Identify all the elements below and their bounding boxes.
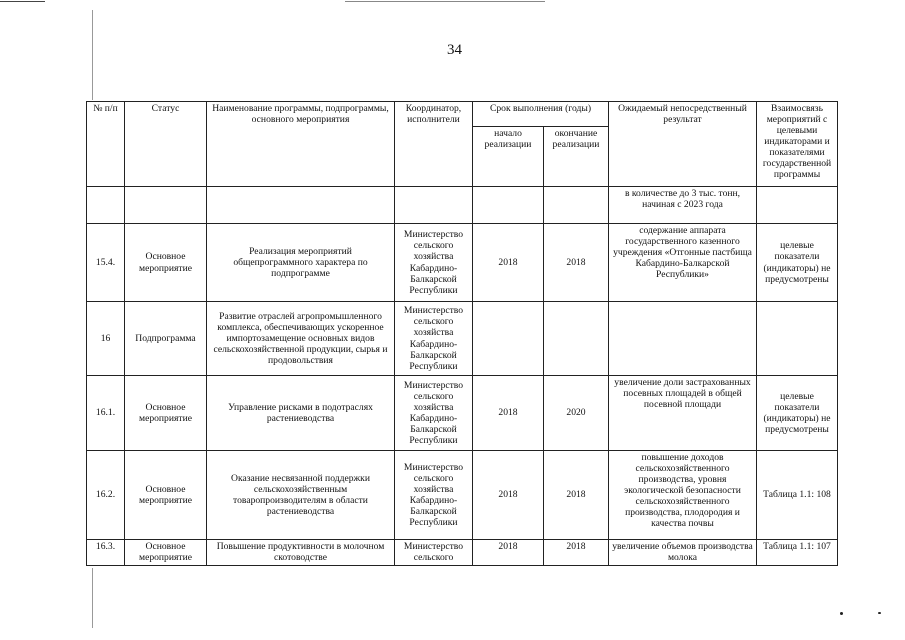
cell-name: [207, 187, 395, 224]
cell-relation: Таблица 1.1: 108: [757, 451, 838, 540]
cell-relation: целевые показатели (индикаторы) не предусмотрены: [757, 376, 838, 451]
cell-result: увеличение объемов производства молока: [609, 540, 757, 566]
cell-num: 16: [87, 302, 125, 376]
cell-end: 2018: [544, 224, 609, 302]
cell-name: Оказание несвязанной поддержки сельскохозяйственным товаропроизводителям в области растениеводства: [207, 451, 395, 540]
cell-end: 2018: [544, 540, 609, 566]
scan-mark-bottom-left: [92, 568, 93, 628]
table-header-row: [87, 102, 838, 127]
cell-end: 2018: [544, 451, 609, 540]
page-number: 34: [447, 42, 462, 58]
program-table: [86, 101, 838, 566]
cell-relation: Таблица 1.1: 107: [757, 540, 838, 566]
cell-start: 2018: [473, 451, 544, 540]
cell-coordinator: Министерство сельского хозяйства Кабардино-Балкарской Республики: [395, 376, 473, 451]
table-row: [87, 187, 838, 224]
cell-status: Основное мероприятие: [125, 376, 207, 451]
scan-mark-left-rule: [92, 10, 93, 100]
table-row: [87, 451, 838, 540]
cell-num: [87, 187, 125, 224]
cell-coordinator: Министерство сельского хозяйства Кабардино-Балкарской Республики: [395, 224, 473, 302]
cell-status: Основное мероприятие: [125, 451, 207, 540]
table-row: [87, 540, 838, 566]
cell-relation: целевые показатели (индикаторы) не предусмотрены: [757, 224, 838, 302]
cell-status: Основное мероприятие: [125, 540, 207, 566]
header-coordinator: Координатор, исполнители: [395, 102, 473, 187]
cell-num: 15.4.: [87, 224, 125, 302]
cell-relation: [757, 302, 838, 376]
cell-coordinator: Министерство сельского хозяйства Кабардино-Балкарской Республики: [395, 302, 473, 376]
table-row: [87, 302, 838, 376]
header-term-end: окончание реализации: [544, 127, 609, 187]
header-name: Наименование программы, подпрограммы, основного мероприятия: [207, 102, 395, 187]
cell-relation: [757, 187, 838, 224]
header-relation: Взаимосвязь мероприятий с целевыми индикаторами и показателями государственной программы: [757, 102, 838, 187]
header-term: Срок выполнения (годы): [473, 102, 609, 127]
cell-name: Управление рисками в подотраслях растениеводства: [207, 376, 395, 451]
cell-start: 2018: [473, 540, 544, 566]
cell-result: увеличение доли застрахованных посевных площадей в общей посевной площади: [609, 376, 757, 451]
cell-end: [544, 187, 609, 224]
cell-num: 16.3.: [87, 540, 125, 566]
cell-result: [609, 302, 757, 376]
cell-status: [125, 187, 207, 224]
cell-start: 2018: [473, 376, 544, 451]
cell-start: 2018: [473, 224, 544, 302]
cell-start: [473, 187, 544, 224]
header-status: Статус: [125, 102, 207, 187]
scan-mark-top-left: [0, 1, 45, 2]
cell-coordinator: [395, 187, 473, 224]
cell-name: Повышение продуктивности в молочном скотоводстве: [207, 540, 395, 566]
table-row: [87, 224, 838, 302]
scan-dot: [840, 612, 843, 615]
cell-coordinator: Министерство сельского: [395, 540, 473, 566]
cell-result: содержание аппарата государственного казенного учреждения «Отгонные пастбища Кабардино-Балкарской Республики»: [609, 224, 757, 302]
header-term-start: начало реализации: [473, 127, 544, 187]
header-num: № п/п: [87, 102, 125, 187]
table-row: [87, 376, 838, 451]
cell-name: Развитие отраслей агропромышленного комплекса, обеспечивающих ускоренное импортозамещение основных видов сельскохозяйственной продукции, сырья и продовольствия: [207, 302, 395, 376]
cell-num: 16.2.: [87, 451, 125, 540]
cell-coordinator: Министерство сельского хозяйства Кабардино-Балкарской Республики: [395, 451, 473, 540]
scan-mark-top-right: [345, 1, 545, 2]
cell-num: 16.1.: [87, 376, 125, 451]
cell-end: 2020: [544, 376, 609, 451]
cell-status: Подпрограмма: [125, 302, 207, 376]
header-result: Ожидаемый непосредственный результат: [609, 102, 757, 187]
cell-name: Реализация мероприятий общепрограммного характера по подпрограмме: [207, 224, 395, 302]
cell-result: повышение доходов сельскохозяйственного производства, уровня экологической безопасности сельскохозяйственного производства, плодородия и качества почвы: [609, 451, 757, 540]
cell-status: Основное мероприятие: [125, 224, 207, 302]
cell-result: в количестве до 3 тыс. тонн, начиная с 2023 года: [609, 187, 757, 224]
cell-start: [473, 302, 544, 376]
cell-end: [544, 302, 609, 376]
scan-dot: [878, 612, 881, 614]
